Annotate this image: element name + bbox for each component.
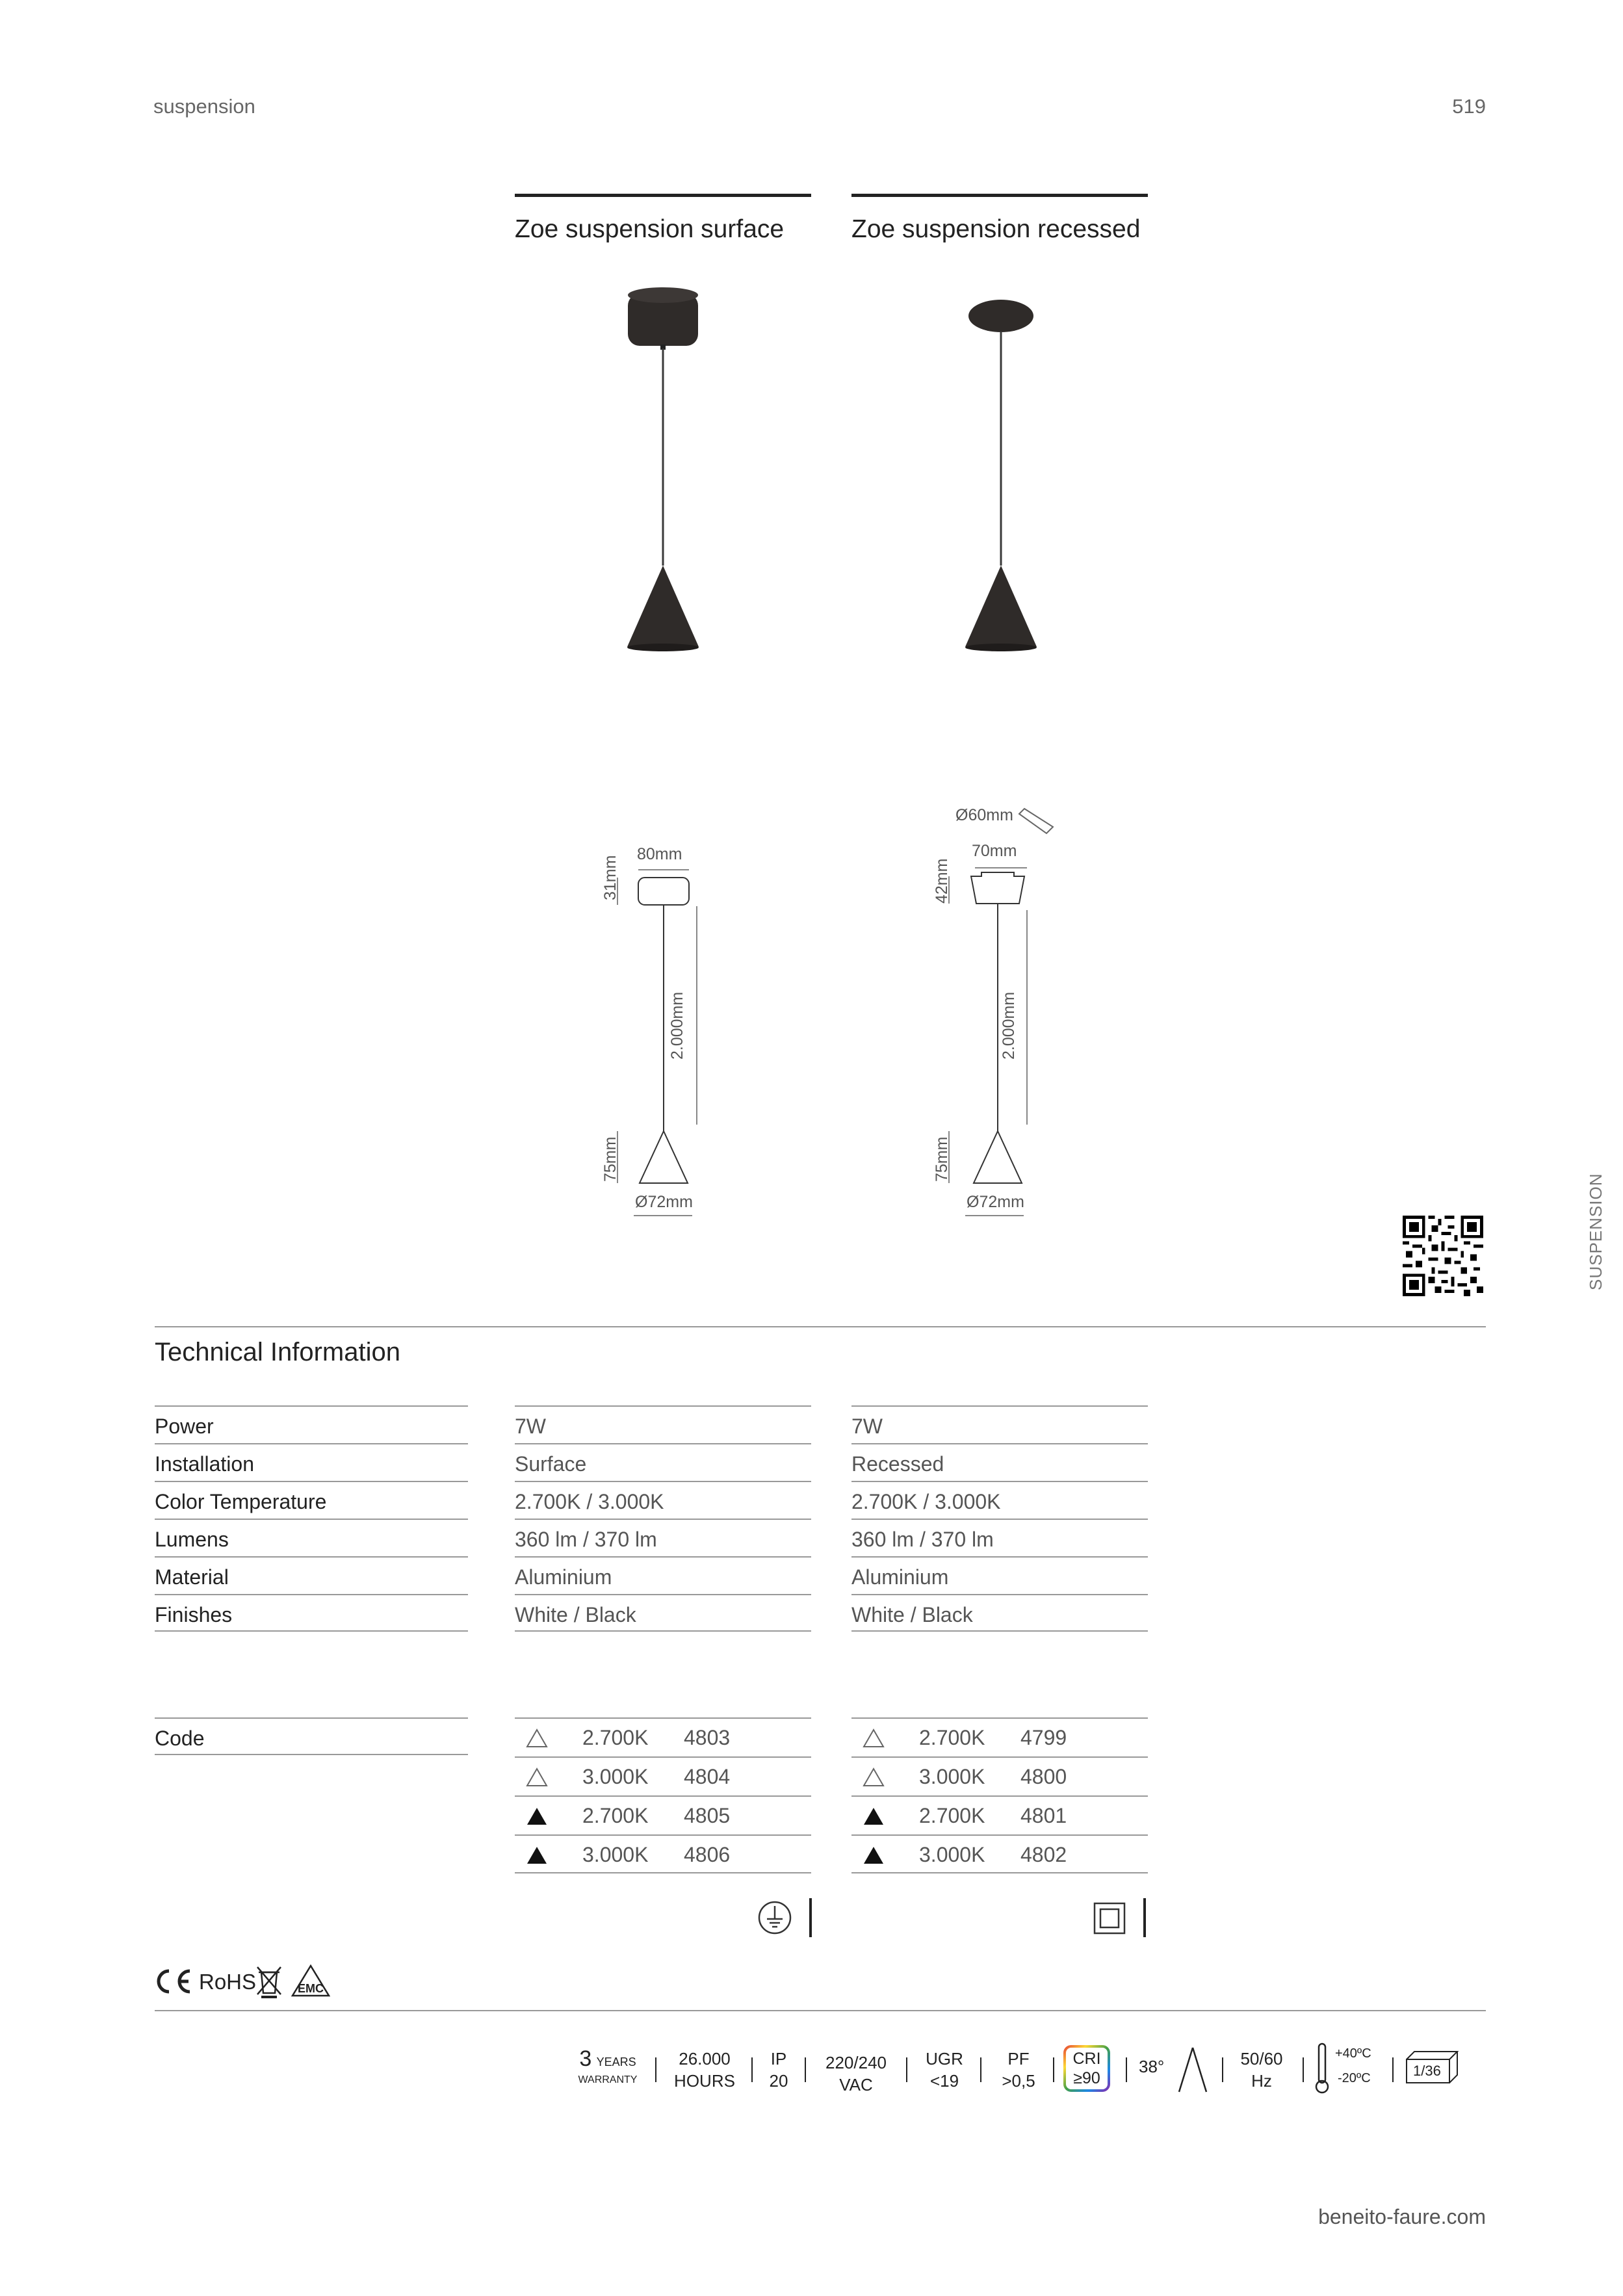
class-ii-double-insulation-icon [1089,1897,1148,1938]
spec-surface-column [515,1405,811,1632]
section-divider [155,1326,1486,1327]
surface-pendant-image [604,286,734,657]
white-triangle-icon [525,1728,549,1749]
product-code: 4802 [1020,1843,1067,1866]
code-row: 2.700K 4805 [515,1795,811,1834]
svg-text:EMC: EMC [298,1982,324,1995]
code-row: 3.000K 4806 [515,1834,811,1873]
surface-dimension-drawing [572,839,767,1229]
bottom-divider [155,2010,1486,2011]
product-title-surface: Zoe suspension surface [515,194,811,244]
warranty-spec: 3 YEARS WARRANTY [578,2046,638,2085]
recessed-cutout: Ø60mm [955,806,1013,824]
spec-value: Surface [515,1443,811,1481]
product-code: 4799 [1020,1726,1067,1749]
power-factor-spec: PF >0,5 [1002,2049,1035,2091]
code-row: 3.000K 4800 [851,1756,1148,1795]
page-number: 519 [1452,95,1486,118]
codes-recessed [851,1717,1148,1873]
product-code: 4806 [684,1843,731,1866]
section-label: suspension [153,95,255,118]
code-row: 2.700K 4801 [851,1795,1148,1834]
website-link[interactable]: beneito-faure.com [1318,2205,1486,2228]
recessed-canopy-width: 70mm [972,842,1017,860]
spec-label: Finishes [155,1594,468,1632]
product-code: 4800 [1020,1765,1067,1788]
beam-angle-icon [1175,2045,1210,2094]
spec-value: Aluminium [515,1556,811,1594]
ambient-temperature-spec [1314,2041,1386,2097]
spec-label: Power [155,1405,468,1443]
spec-label: Installation [155,1443,468,1481]
spec-value: 2.700K / 3.000K [515,1481,811,1519]
technical-info-title: Technical Information [155,1338,400,1366]
code-label-column [155,1717,468,1755]
code-row: 3.000K 4802 [851,1834,1148,1873]
product-code: 4804 [684,1765,731,1788]
spec-value: White / Black [851,1594,1148,1632]
recessed-shade-height: 75mm [933,1136,951,1182]
surface-cable-length: 2.000mm [668,991,686,1060]
spec-value: Aluminium [851,1556,1148,1594]
codes-surface [515,1717,811,1873]
beam-angle-spec [1139,2042,1217,2094]
product-code: 4805 [684,1804,731,1827]
certifications [153,1963,348,2000]
recessed-pendant-image [942,286,1072,657]
code-row: 2.700K 4799 [851,1717,1148,1756]
cri-label: CRI [1072,2050,1101,2068]
white-triangle-icon [862,1767,885,1788]
spec-label: Color Temperature [155,1481,468,1519]
spec-value: 360 lm / 370 lm [851,1519,1148,1556]
ugr-spec: UGR <19 [926,2049,963,2091]
lifetime-hours-spec: 26.000 HOURS [674,2049,735,2091]
class-i-earth-icon [755,1897,814,1938]
weee-bin-icon [255,1964,283,1998]
spec-value: 7W [851,1405,1148,1443]
recessed-canopy-height: 42mm [933,858,951,904]
code-row: 3.000K 4804 [515,1756,811,1795]
surface-shade-height: 75mm [601,1136,619,1182]
ip-rating-spec: IP 20 [769,2049,788,2091]
cri-badge [1063,2045,1110,2092]
cri-value: ≥90 [1073,2069,1100,2087]
frequency-spec: 50/60 Hz [1240,2049,1283,2091]
surface-canopy-height: 31mm [601,855,619,900]
ce-mark-icon [153,1967,194,1996]
product-code: 4801 [1020,1804,1067,1827]
black-triangle-icon [862,1845,885,1866]
white-triangle-icon [525,1767,549,1788]
side-section-tab: SUSPENSION [1586,1173,1605,1290]
spec-recessed-column [851,1405,1148,1632]
units-per-box: 1/36 [1413,2063,1441,2079]
white-triangle-icon [862,1728,885,1749]
thermometer-icon [1314,2042,1330,2094]
spec-value: 2.700K / 3.000K [851,1481,1148,1519]
product-title-recessed: Zoe suspension recessed [851,194,1148,244]
voltage-spec: 220/240 VAC [825,2053,887,2094]
surface-shade-diameter: Ø72mm [635,1193,693,1211]
rohs-mark: RoHS [199,1970,257,1994]
black-triangle-icon [525,1806,549,1827]
code-label: Code [155,1717,468,1755]
recessed-cable-length: 2.000mm [1000,991,1018,1060]
black-triangle-icon [862,1806,885,1827]
spec-label: Lumens [155,1519,468,1556]
spec-value: Recessed [851,1443,1148,1481]
spec-label: Material [155,1556,468,1594]
temp-max: +40ºC [1335,2046,1371,2061]
product-code: 4803 [684,1726,731,1749]
emc-logo [291,1964,330,1998]
recessed-shade-diameter: Ø72mm [967,1193,1024,1211]
temp-min: -20ºC [1338,2071,1371,2085]
qr-code[interactable] [1403,1216,1483,1296]
beam-angle-value: 38° [1139,2057,1165,2076]
code-row: 2.700K 4803 [515,1717,811,1756]
spec-value: 360 lm / 370 lm [515,1519,811,1556]
packaging-spec [1404,2048,1460,2087]
spec-label-column [155,1405,468,1632]
surface-canopy-width: 80mm [637,845,682,863]
spec-value: 7W [515,1405,811,1443]
spec-value: White / Black [515,1594,811,1632]
recessed-dimension-drawing [903,800,1098,1229]
black-triangle-icon [525,1845,549,1866]
